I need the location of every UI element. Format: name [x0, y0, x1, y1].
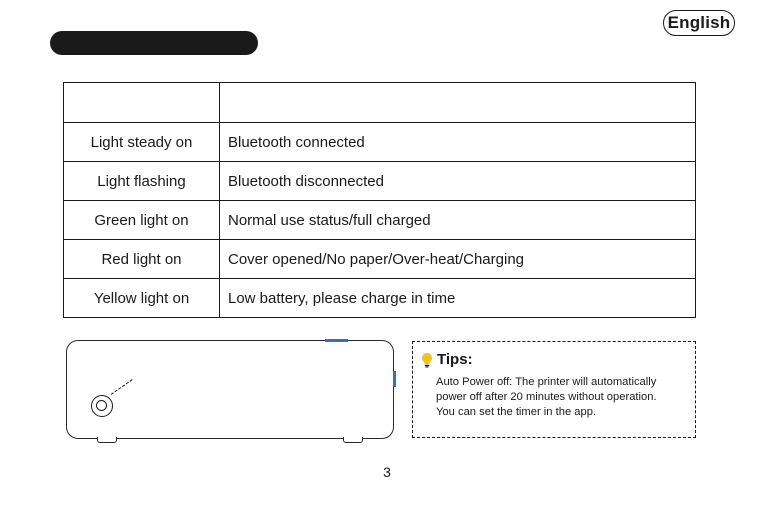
table-row	[64, 279, 696, 318]
light-meaning-cell: Low battery, please charge in time	[220, 279, 696, 318]
lightbulb-icon	[421, 352, 433, 368]
language-badge: English	[663, 10, 735, 36]
top-indicator-mark	[325, 339, 348, 342]
light-state-cell: Light steady on	[64, 123, 220, 162]
page-number: 3	[383, 464, 391, 480]
printer-foot-left	[97, 437, 117, 443]
light-meaning-cell: Bluetooth disconnected	[220, 162, 696, 201]
table-row	[64, 240, 696, 279]
side-indicator-mark	[393, 371, 396, 387]
callout-dashed-line	[111, 379, 133, 395]
table-header-cell-state	[64, 83, 220, 123]
tips-line: Auto Power off: The printer will automatically	[436, 376, 657, 388]
tips-box	[412, 341, 696, 438]
table-row	[64, 162, 696, 201]
tips-body	[436, 375, 694, 420]
table-header-row	[64, 83, 696, 123]
light-state-cell: Yellow light on	[64, 279, 220, 318]
light-state-cell: Red light on	[64, 240, 220, 279]
section-header-bar	[50, 31, 258, 55]
printer-illustration	[66, 340, 394, 439]
light-meaning-cell: Cover opened/No paper/Over-heat/Charging	[220, 240, 696, 279]
light-state-cell: Green light on	[64, 201, 220, 240]
tips-header	[421, 351, 473, 368]
table-row	[64, 201, 696, 240]
table-header-cell-meaning	[220, 83, 696, 123]
tips-title: Tips:	[437, 351, 473, 368]
tips-line: power off after 20 minutes without operation.	[436, 391, 657, 403]
tips-line: You can set the timer in the app.	[436, 406, 597, 418]
light-state-cell: Light flashing	[64, 162, 220, 201]
indicator-light-table	[63, 82, 696, 318]
light-meaning-cell: Bluetooth connected	[220, 123, 696, 162]
light-meaning-cell: Normal use status/full charged	[220, 201, 696, 240]
printer-foot-right	[343, 437, 363, 443]
power-button-icon	[91, 395, 113, 417]
table-row	[64, 123, 696, 162]
